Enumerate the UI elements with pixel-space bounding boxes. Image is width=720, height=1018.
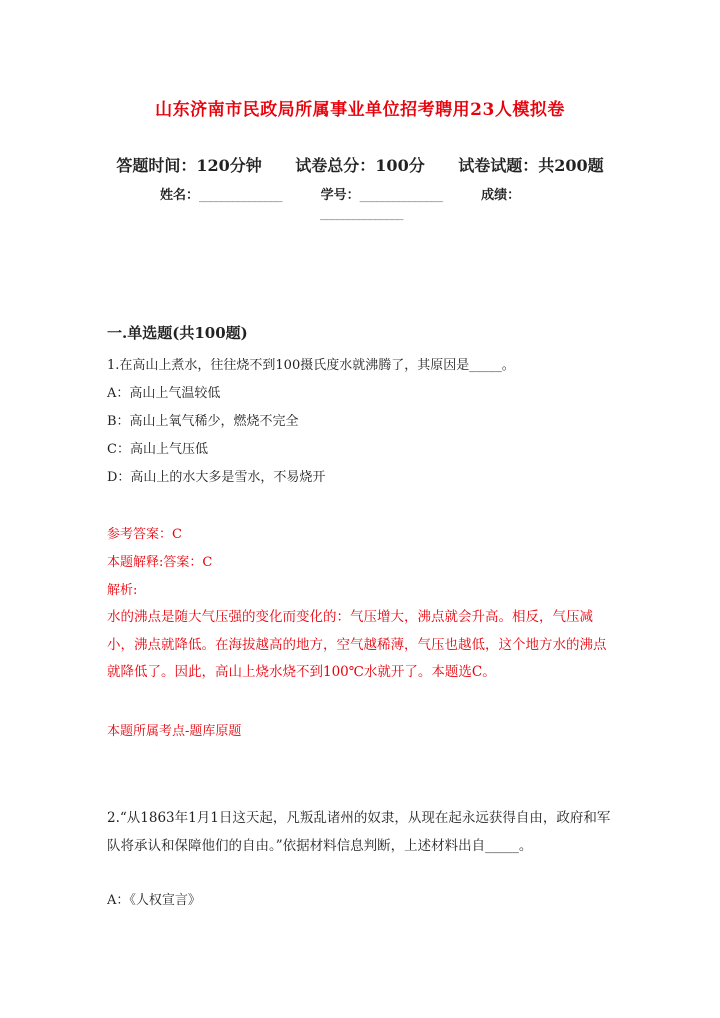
question-1-analysis: 水的沸点是随大气压强的变化而变化的：气压增大，沸点就会升高。相反，气压减小，沸点就降低。在海拔越高的地方，空气越稀薄，气压也越低，这个地方水的沸点就降低了。因此，高山上烧水烧不到100℃水就开了。本题选C。 — [107, 609, 607, 680]
student-info-row — [160, 184, 520, 203]
score-blank: _______________ — [320, 206, 403, 221]
exam-title: 山东济南市民政局所属事业单位招考聘用23人模拟卷 — [155, 100, 565, 120]
id-blank: _______________ — [359, 188, 443, 203]
exam-time: 答题时间：120分钟 — [116, 156, 262, 175]
question-1-option-d: D：高山上的水大多是雪水，不易烧开 — [107, 470, 326, 485]
exam-count: 试卷试题：共200题 — [458, 156, 604, 175]
question-1-option-c: C：高山上气压低 — [107, 442, 208, 457]
question-1-answer: 参考答案：C — [107, 527, 182, 542]
question-1-analysis-label: 解析: — [107, 583, 138, 598]
exam-total: 试卷总分：100分 — [295, 156, 425, 175]
question-2-option-a: A：《人权宣言》 — [107, 893, 201, 908]
question-2-stem: 2.“从1863年1月1日这天起，凡叛乱诸州的奴隶，从现在起永远获得自由，政府和军队将承认和保障他们的自由。”依据材料信息判断，上述材料出自_____。 — [107, 810, 611, 854]
exam-meta — [0, 153, 720, 176]
question-1-option-b: B：高山上氧气稀少，燃烧不完全 — [107, 414, 299, 429]
name-label: 姓名： — [160, 188, 200, 203]
score-label: 成绩： — [481, 188, 521, 203]
question-1-topic: 本题所属考点-题库原题 — [107, 724, 242, 739]
id-label: 学号： — [320, 188, 360, 203]
section-title: 一.单选题(共100题) — [107, 324, 248, 342]
question-1-option-a: A：高山上气温较低 — [107, 386, 221, 401]
question-1-explain-answer: 本题解释:答案：C — [107, 555, 213, 570]
question-1-stem: 1.在高山上煮水，往往烧不到100摄氏度水就沸腾了，其原因是_____。 — [107, 358, 515, 373]
name-blank: _______________ — [199, 188, 282, 203]
